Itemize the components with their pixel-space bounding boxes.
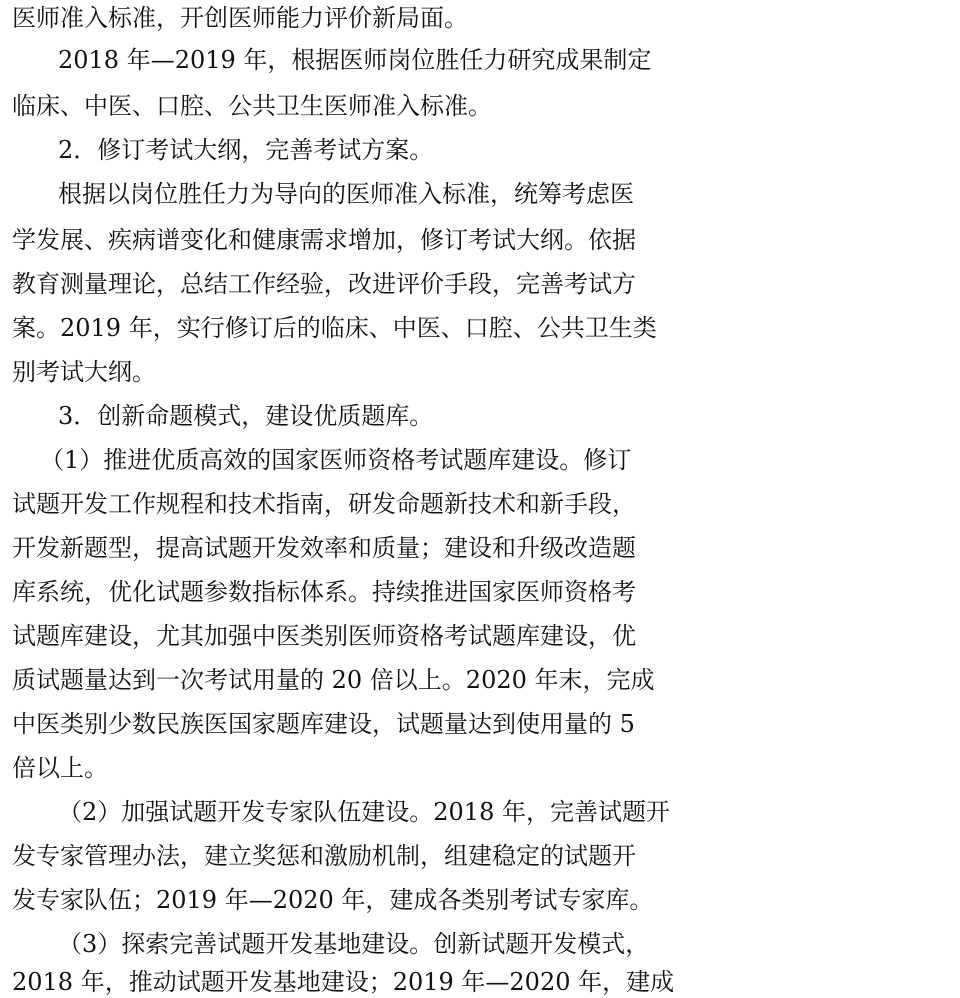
text-line: 别考试大纲。 — [12, 358, 156, 386]
text-line: 库系统，优化试题参数指标体系。持续推进国家医师资格考 — [12, 578, 636, 606]
text-line: 试题开发工作规程和技术指南，研发命题新技术和新手段， — [12, 490, 636, 518]
text-line: 发专家队伍；2019 年—2020 年，建成各类别考试专家库。 — [12, 886, 654, 914]
text-line: 发专家管理办法，建立奖惩和激励机制，组建稳定的试题开 — [12, 842, 636, 870]
text-line: 中医类别少数民族医国家题库建设，试题量达到使用量的 5 — [12, 710, 635, 738]
text-line: （2）加强试题开发专家队伍建设。2018 年，完善试题开 — [58, 798, 670, 826]
text-line: 试题库建设，尤其加强中医类别医师资格考试题库建设，优 — [12, 622, 636, 650]
text-line: 质试题量达到一次考试用量的 20 倍以上。2020 年末，完成 — [12, 666, 655, 694]
text-line: （3）探索完善试题开发基地建设。创新试题开发模式， — [58, 930, 650, 958]
text-line: 倍以上。 — [12, 754, 108, 782]
text-line: 根据以岗位胜任力为导向的医师准入标准，统筹考虑医 — [58, 180, 634, 208]
text-line: 2018 年—2019 年，根据医师岗位胜任力研究成果制定 — [58, 46, 652, 74]
section-heading: 3．创新命题模式，建设优质题库。 — [58, 402, 434, 430]
text-line: 医师准入标准，开创医师能力评价新局面。 — [12, 4, 468, 32]
section-heading: 2．修订考试大纲，完善考试方案。 — [58, 136, 434, 164]
text-line: 教育测量理论，总结工作经验，改进评价手段，完善考试方 — [12, 270, 636, 298]
text-line: 2018 年，推动试题开发基地建设；2019 年—2020 年，建成 — [12, 968, 675, 996]
text-line: （1）推进优质高效的国家医师资格考试题库建设。修订 — [40, 446, 632, 474]
text-line: 学发展、疾病谱变化和健康需求增加，修订考试大纲。依据 — [12, 226, 636, 254]
text-line: 案。2019 年，实行修订后的临床、中医、口腔、公共卫生类 — [12, 314, 657, 342]
text-line: 临床、中医、口腔、公共卫生医师准入标准。 — [12, 92, 492, 120]
text-line: 开发新题型，提高试题开发效率和质量；建设和升级改造题 — [12, 534, 636, 562]
